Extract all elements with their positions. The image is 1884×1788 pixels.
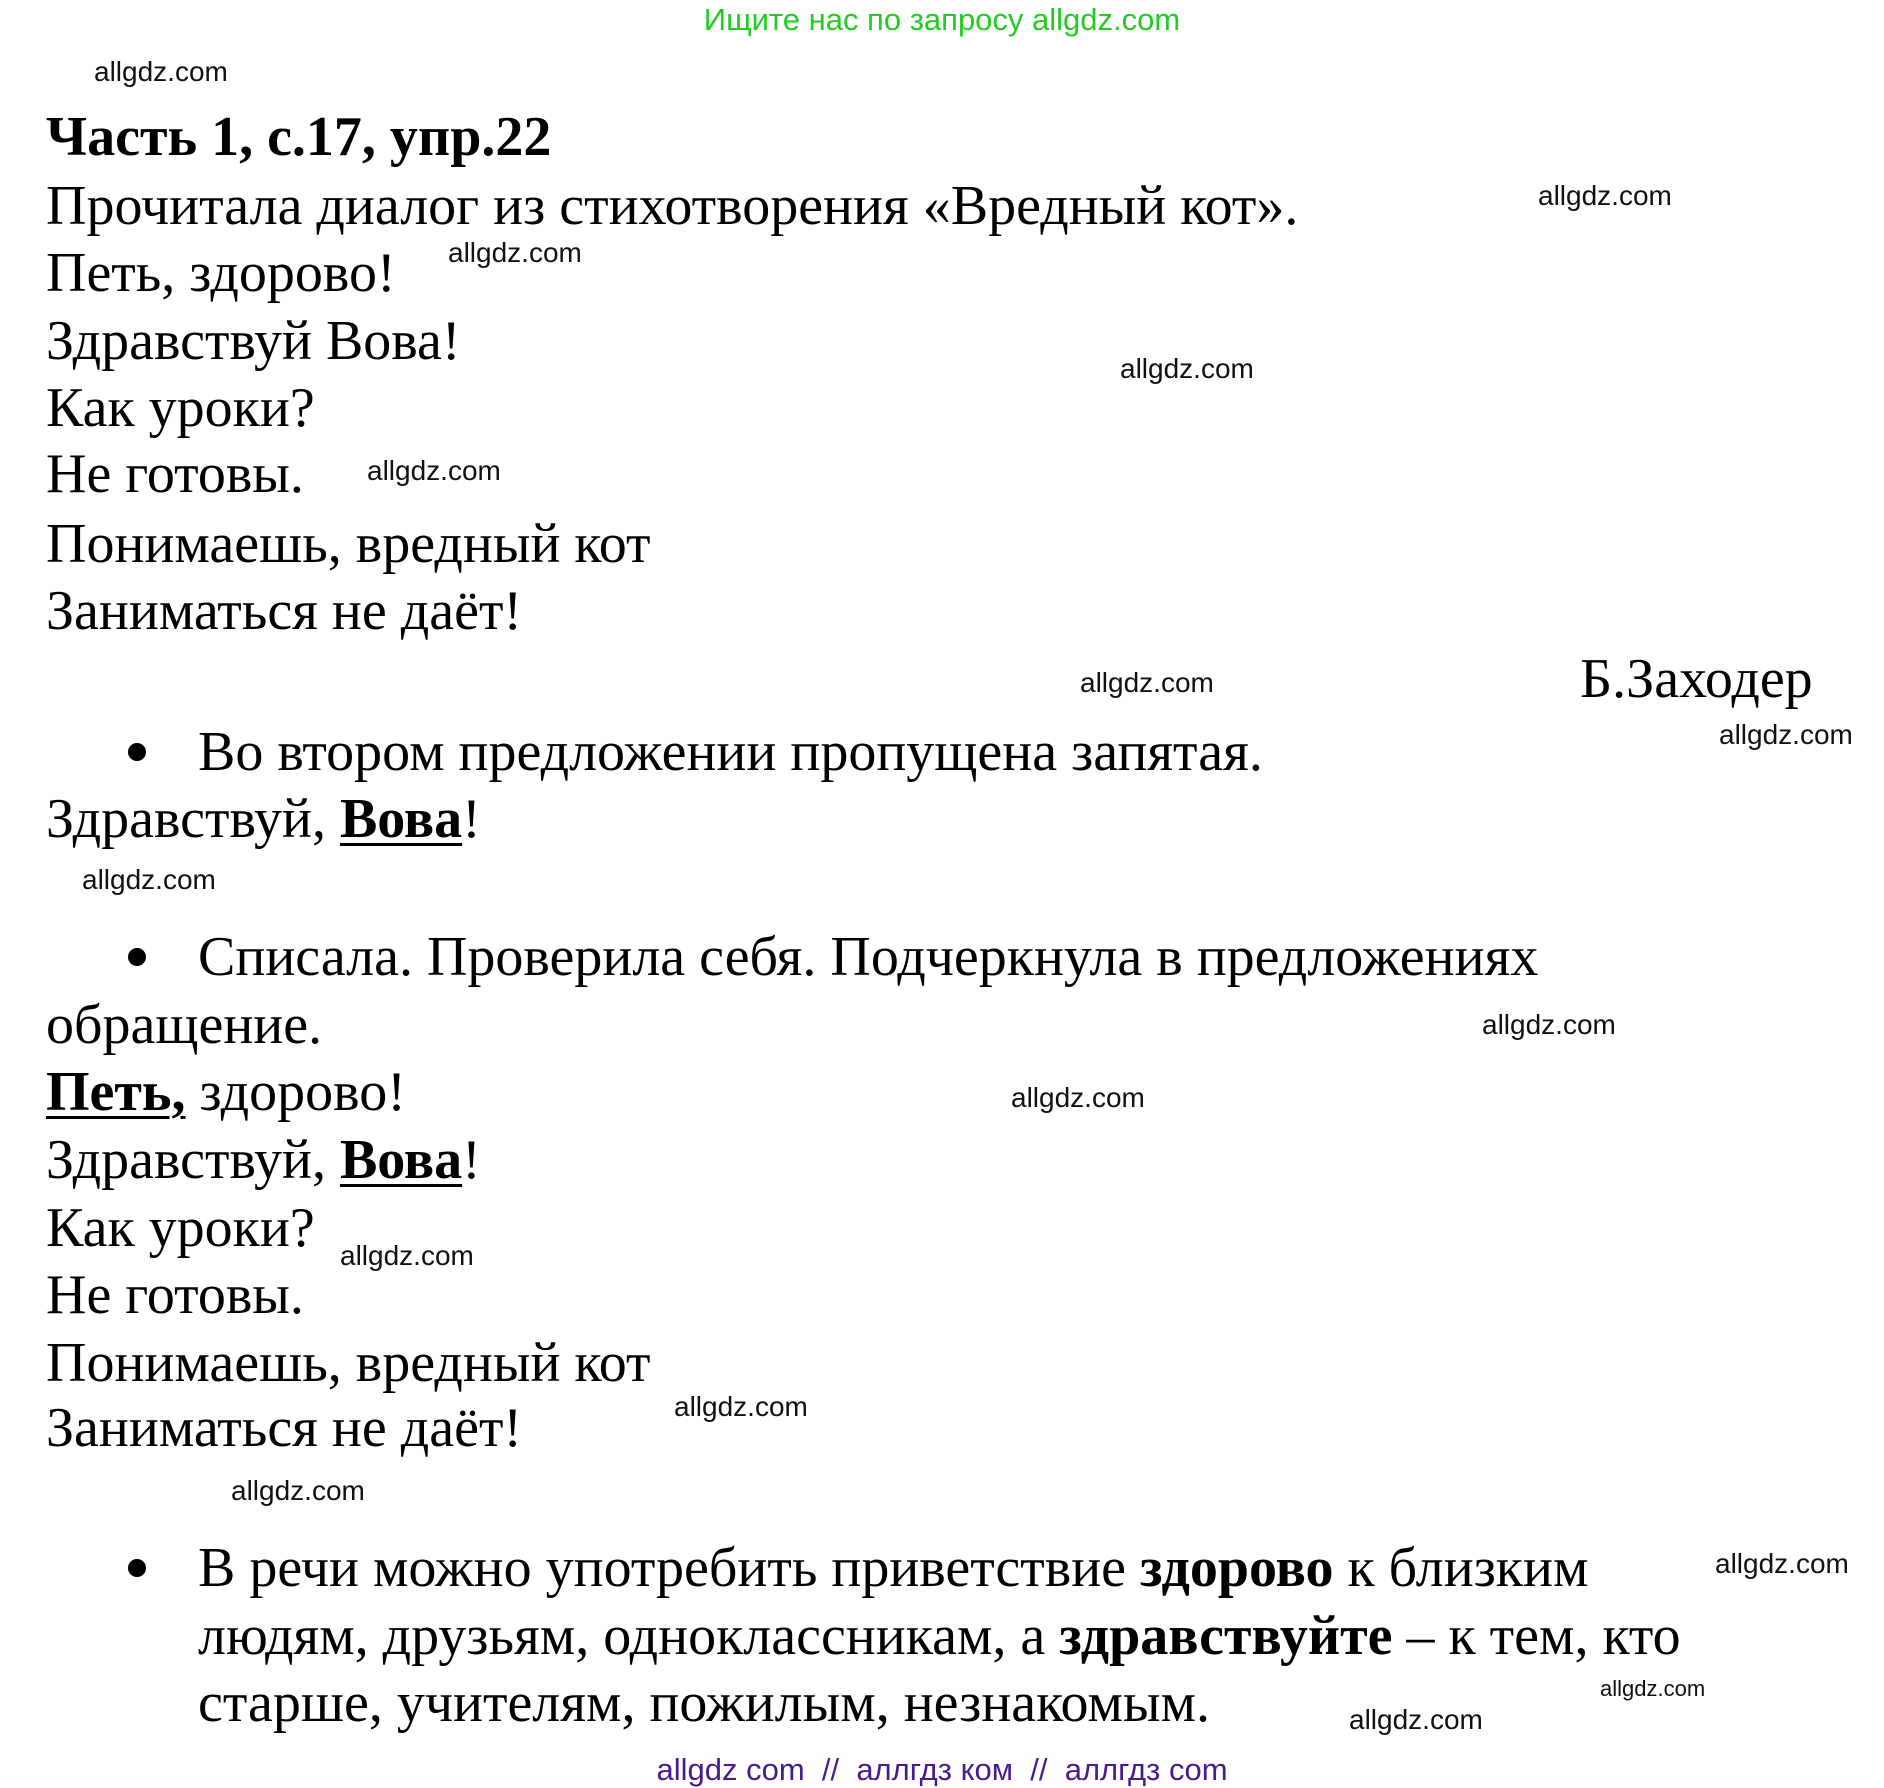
- watermark: allgdz.com: [448, 237, 582, 268]
- address-word: Вова: [339, 1129, 463, 1191]
- text: к близким: [1333, 1537, 1589, 1599]
- watermark: allgdz.com: [94, 56, 228, 87]
- search-banner: Ищите нас по запросу allgdz.com: [703, 2, 1181, 37]
- watermark: allgdz.com: [1719, 719, 1853, 750]
- poem-line: Не готовы.: [46, 443, 304, 505]
- text: Здравствуй,: [46, 1129, 340, 1191]
- poem-line: Петь, здорово!: [46, 242, 396, 304]
- bullet-text: Списала. Проверила себя. Подчеркнула в предложениях: [198, 926, 1539, 988]
- bold-word: здравствуйте: [1059, 1605, 1393, 1667]
- page-title: Часть 1, с.17, упр.22: [46, 106, 552, 168]
- poem-line: Здравствуй Вова!: [46, 310, 461, 372]
- poem-line: Как уроки?: [46, 377, 315, 439]
- watermark: allgdz.com: [1600, 1676, 1706, 1701]
- poem-line: [46, 1058, 406, 1126]
- bullet-text: старше, учителям, пожилым, незнакомым.: [198, 1672, 1210, 1734]
- text: В речи можно употребить приветствие: [198, 1537, 1141, 1599]
- text: здорово!: [185, 1061, 406, 1123]
- poem-line: Понимаешь, вредный кот: [46, 1332, 651, 1394]
- text: Здравствуй,: [46, 788, 340, 850]
- watermark: allgdz.com: [340, 1240, 474, 1271]
- intro-text: Прочитала диалог из стихотворения «Вредный кот».: [46, 175, 1299, 237]
- address-word: Вова: [339, 788, 463, 850]
- text: – к тем, кто: [1392, 1605, 1681, 1667]
- address-word: Петь,: [46, 1061, 186, 1123]
- text: людям, друзьям, одноклассникам, а: [198, 1605, 1060, 1667]
- watermark: allgdz.com: [1080, 667, 1214, 698]
- bullet-icon: [128, 1559, 146, 1577]
- watermark: allgdz.com: [1538, 180, 1672, 211]
- poem-line: Понимаешь, вредный кот: [46, 513, 651, 575]
- bullet-text: [198, 1602, 1681, 1670]
- poem-line: Не готовы.: [46, 1264, 304, 1326]
- watermark: allgdz.com: [1011, 1082, 1145, 1113]
- poem-line: Как уроки?: [46, 1197, 315, 1259]
- watermark: allgdz.com: [674, 1391, 808, 1422]
- poem-line: Заниматься не даёт!: [46, 580, 523, 642]
- watermark: allgdz.com: [367, 455, 501, 486]
- bullet-icon: [128, 743, 146, 761]
- watermark: allgdz.com: [231, 1475, 365, 1506]
- watermark: allgdz.com: [1715, 1548, 1849, 1579]
- watermark: allgdz.com: [1482, 1009, 1616, 1040]
- watermark: allgdz.com: [82, 864, 216, 895]
- watermark: allgdz.com: [1120, 353, 1254, 384]
- bold-word: здорово: [1140, 1537, 1334, 1599]
- poem-line: [46, 1126, 481, 1194]
- text: !: [462, 1129, 481, 1191]
- corrected-line: [46, 785, 481, 853]
- bullet-icon: [128, 948, 146, 966]
- bullet-text: Во втором предложении пропущена запятая.: [198, 721, 1263, 783]
- bullet-text: обращение.: [46, 994, 323, 1056]
- watermark: allgdz.com: [1349, 1704, 1483, 1735]
- text: !: [462, 788, 481, 850]
- footer-links: allgdz com // аллгдз ком // аллгдз com: [656, 1752, 1228, 1787]
- bullet-text: [198, 1534, 1588, 1602]
- poem-line: Заниматься не даёт!: [46, 1397, 523, 1459]
- poem-author: Б.Заходер: [1580, 648, 1813, 710]
